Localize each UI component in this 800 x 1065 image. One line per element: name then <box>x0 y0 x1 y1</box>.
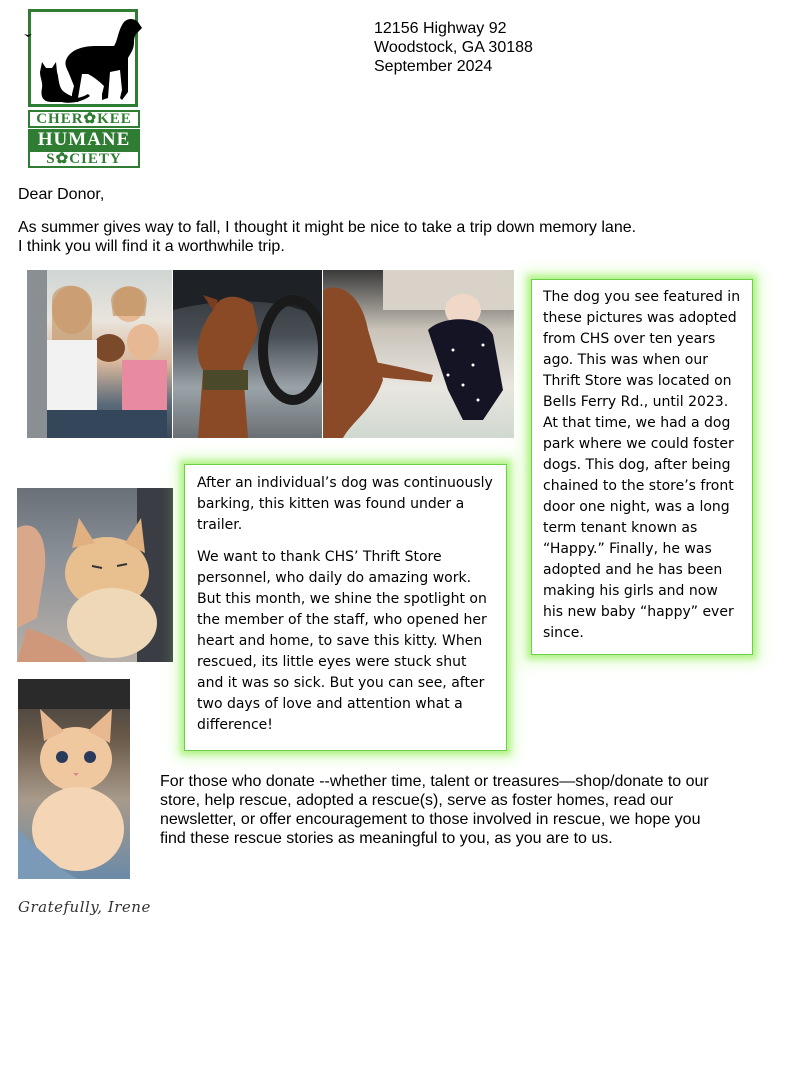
closing-paragraph: For those who donate --whether time, talent or treasures—shop/donate to our store, help rescue, adopted a rescue(s), serve as foster homes, read our newsletter, or offer encouragement to those involved in rescue, we hope you find these rescue stories as meaningful to you, as you are to us. <box>160 773 709 847</box>
signature: Gratefully, Irene <box>18 898 151 916</box>
kitten-story-paragraph-2: We want to thank CHS’ Thrift Store personnel, who daily do amazing work. But this month, we shine the spotlight on the member of the staff, who opened her heart and home, to save this kitty. When rescued, its little eyes were stuck shut and it was so sick. But you can see, after two days of love and attention what a difference! <box>197 549 487 733</box>
logo-text-cherokee: CHER✿KEE <box>28 110 140 128</box>
dog-story-box <box>531 279 753 655</box>
photo-rescued-kitten-sick <box>17 488 173 662</box>
dog-and-cat-silhouette-icon <box>22 14 148 108</box>
address-city: Woodstock, GA 30188 <box>374 39 533 56</box>
photo-dog-in-car <box>173 270 322 438</box>
intro-line-1: As summer gives way to fall, I thought it might be nice to take a trip down memory lane. <box>18 219 637 236</box>
photo-dog-with-baby <box>323 270 514 438</box>
logo-text-society: S✿CIETY <box>28 150 140 168</box>
kitten-story-box <box>184 464 507 751</box>
photo-rescued-kitten-healthy <box>18 679 130 879</box>
photo-dog-with-girls <box>27 270 172 438</box>
letter-date: September 2024 <box>374 58 493 75</box>
intro-line-2: I think you will find it a worthwhile trip. <box>18 238 285 255</box>
cherokee-humane-society-logo <box>18 6 144 166</box>
dog-story-text: The dog you see featured in these pictures was adopted from CHS over ten years ago. This was when our Thrift Store was located on Bells Ferry Rd., until 2023. At that time, we had a dog park where we could foster dogs. This dog, after being chained to the store’s front door one night, was a long term tenant known as “Happy.” Finally, he was adopted and he has been making his girls and now his new baby “happy” ever since. <box>543 289 741 641</box>
salutation: Dear Donor, <box>18 186 105 203</box>
address-street: 12156 Highway 92 <box>374 20 507 37</box>
logo-text-humane: HUMANE <box>28 129 140 150</box>
kitten-story-paragraph-1: After an individual’s dog was continuously barking, this kitten was found under a trailer. <box>197 475 493 533</box>
